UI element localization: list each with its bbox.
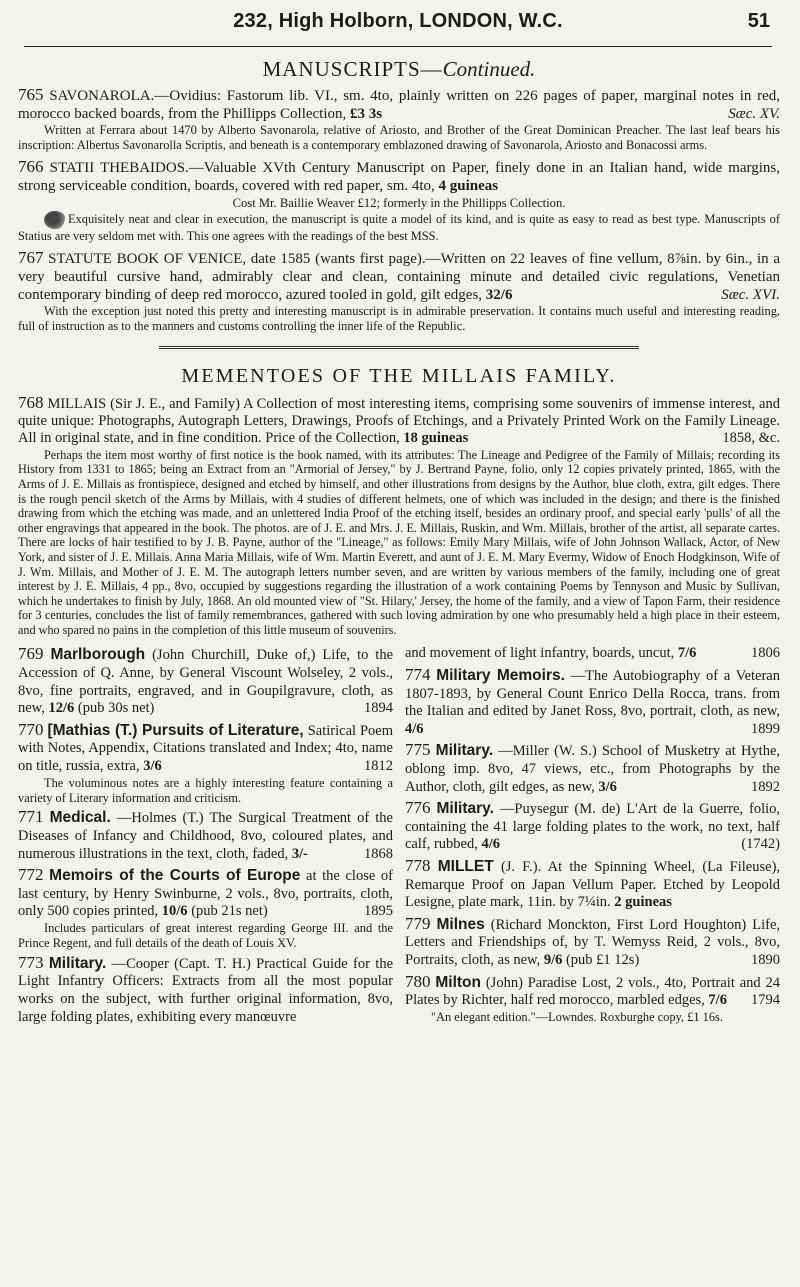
- lot-price: 4 guineas: [438, 177, 499, 194]
- lot-price: 4/6: [405, 720, 424, 737]
- page-title: 232, High Holborn, LONDON, W.C.: [233, 10, 563, 32]
- lot-price: 12/6: [48, 700, 75, 717]
- lot-price: 9/6: [543, 951, 563, 968]
- page-number: 51: [747, 10, 770, 32]
- lot-heading: [18, 645, 393, 717]
- lot-description: (Richard Monckton, First Lord Houghton) Life, Letters and Friendships of, by T. Wemyss Reid, 2 vols., 8vo, Portraits, cloth, as new,: [405, 916, 781, 968]
- lot-heading: [18, 866, 393, 921]
- lot-heading: [405, 741, 780, 796]
- lot-description: SAVONAROLA.—Ovidius: Fastorum lib. VI., sm. 4to, plainly written on 226 pages of paper, marginal notes in red, morocco backed boards, from the Phillipps Collection,: [18, 88, 780, 122]
- lot-date: 1812: [364, 758, 393, 775]
- lot-description: (J. F.). At the Spinning Wheel, (La Fileuse), Remarque Proof on Japan Vellum Paper. Etched by Leopold Lesigne, plate mark, 11in. by 7¼in.: [405, 859, 781, 911]
- lot-note: "An elegant edition."—Lowndes. Roxburghe copy, £1 16s.: [431, 1009, 723, 1024]
- lot-description: —Miller (W. S.) School of Musketry at Hythe, oblong imp. 8vo, 47 views, etc., from Photographs by the Author, cloth, gilt edges, as new,: [405, 743, 780, 795]
- lot-heading: [405, 645, 780, 663]
- lot-price: 7/6: [677, 645, 697, 662]
- lot-heading: [18, 86, 780, 123]
- lot-heading: [405, 799, 780, 854]
- lot-number: 766: [18, 156, 44, 176]
- lot-771: [18, 808, 393, 863]
- lot-heading: [18, 954, 393, 1026]
- lot-description: —Holmes (T.) The Surgical Treatment of the Diseases of Infancy and Childhood, 8vo, coloured plates, and numerous illustrations in the text, cloth, faded,: [18, 810, 393, 862]
- lot-778: [405, 857, 780, 912]
- lot-767: [18, 249, 780, 334]
- lot-date: Sæc. XVI.: [721, 286, 780, 303]
- lot-title: Marlborough: [50, 646, 146, 664]
- lot-number: 772: [18, 865, 44, 885]
- lot-price: 3/6: [143, 758, 162, 775]
- lot-title: Milnes: [436, 915, 485, 933]
- lot-number: 778: [405, 856, 431, 875]
- lot-number: 775: [405, 740, 431, 760]
- lot-title: [Mathias (T.) Pursuits of Literature,: [47, 721, 304, 739]
- lot-number: 769: [18, 644, 44, 664]
- section-title-manuscripts: [18, 57, 780, 82]
- lot-title: Milton: [435, 973, 481, 991]
- lot-780: [405, 973, 780, 1025]
- lot-date: 1899: [751, 720, 780, 737]
- lot-title: Military.: [48, 954, 107, 972]
- lot-number: 771: [18, 807, 44, 827]
- lot-price: 7/6: [708, 992, 727, 1009]
- lot-number: 780: [405, 971, 431, 991]
- lot-date: 1892: [751, 778, 780, 795]
- lot-description: (John Churchill, Duke of,) Life, to the Accession of Q. Anne, by General Viscount Wolseley, 2 vols., 8vo, fine portraits, engraved, and in Goupilgravure, cloth, as new,: [18, 647, 394, 717]
- lot-description: STATUTE BOOK OF VENICE, date 1585 (wants first page).—Written on 22 leaves of fine vellum, 8⅞in. by 6in., in a very beautiful cursive hand, admirably clear and clean, containing minute and detailed civic regulations, Venetian contemporary binding of deep red morocco, azured tooled in gold, gilt edges,: [18, 250, 781, 303]
- lot-note: Perhaps the item most worthy of first notice is the book named, with its attributes: The Lineage and Pedigree of the Family of Millais; recording its History from 1331 to 1865; being an Extract from an "Armorial of Jersey," by J. Bertrand Payne, folio, only 12 copies privately printed, 1865, with the Arms of J. E. Millais as frontispiece, designed and etched by himself, and other illustrations from designs by the Author, blue cloth, extra, gilt edges. There is the rough pencil sketch of the Arms by Millais, with 4 studies of different helmets, one of which was included in the design; and there is the finished drawing from which the etching was made, and an unlettered India Proof of the etching itself, besides an ordinary proof, and special early 'pulls' of all the other engravings that appeared in the book. The photos. are of J. E. and Mrs. J. E. Millais, Ruskin, and Wm. Millais, brother of the artist, all separate cartes. There are locks of hair testified to by J. B. Payne, author of the "Lineage," as follows: Emily Mary Millais, wife of John Johnson Wallack, Actor, of New York, and sister of J. E. Millais. Anna Maria Millais, wife of Wm. Martin Everett, and aunt of J. E. M. Mary Evermy, Widow of Enoch Hodgkinson, Wife of J. Wm. Millais, and Mother of J. E. M. The autograph letters number seven, and are written by various members of the family, including one of great interest by J. E. Millais, 4 pp., 8vo, occupied by suggestions regarding the illustration of a work containing Poems by Tennyson and Music by Sullivan, which he undertakes to finish by July, 1868. An old mounted view of "St. Hilary,' Jersey, the home of the family, and a view of Tapon Farm, their residence for 3 centuries, concludes the list of family remembrances, gathered with such loving admiration by one who presumably held a high place in their esteem, and who spared no pains in the completion of this little museum of souvenirs.: [18, 447, 780, 637]
- lot-date: (1742): [741, 836, 780, 853]
- lot-price: 18 guineas: [403, 430, 469, 447]
- lot-publisher-price: (pub 21s net): [191, 903, 268, 920]
- lot-description: MILLAIS (Sir J. E., and Family) A Collection of most interesting items, comprising some souvenirs of immense interest, and quite unique: Photographs, Autograph Letters, Drawings, Proofs of Etchings, and a Privately Printed Work on the Family Lineage. All in original state, and in fine condition. Price of the Collection,: [18, 395, 780, 447]
- section-title-text: MANUSCRIPTS—: [262, 57, 443, 81]
- lot-774: [405, 666, 780, 738]
- lot-heading: [18, 249, 780, 304]
- lot-765: [18, 86, 780, 153]
- lot-773: [18, 954, 393, 1026]
- lot-date: 1895: [364, 903, 393, 920]
- lot-heading: [18, 394, 780, 448]
- lot-776: [405, 799, 780, 854]
- lot-date: Sæc. XV.: [728, 106, 780, 122]
- lot-773-continued: [405, 645, 780, 663]
- left-column: [18, 645, 393, 1026]
- lot-number: 773: [18, 952, 44, 972]
- lot-price: 3/6: [598, 778, 617, 795]
- lot-heading: [405, 666, 780, 738]
- lot-note: [18, 211, 780, 244]
- lot-price: £3 3s: [350, 106, 383, 122]
- lot-768: [18, 394, 780, 638]
- lot-heading: [405, 973, 780, 1010]
- lot-note-text: Exquisitely neat and clear in execution, the manuscript is quite a model of its kind, and is quite as easy to read as best type. Manuscripts of Statius are very seldom met with. This one agrees with the readings of the best MSS.: [18, 211, 780, 243]
- lot-publisher-price: (pub 30s net): [77, 700, 155, 717]
- lot-description: Satirical Poem with Notes, Appendix, Citations translated and Index; 4to, name on title, russia, extra,: [18, 722, 394, 775]
- lot-title: Military.: [435, 742, 494, 760]
- lot-price: 4/6: [481, 836, 501, 853]
- lot-description: and movement of light infantry, boards, uncut,: [405, 645, 675, 662]
- lot-price: 10/6: [161, 903, 188, 920]
- lot-note: With the exception just noted this pretty and interesting manuscript is in admirable preservation. It contains much useful and interesting reading, full of instruction as to the manners and customs controlling the inner life of the Republic.: [18, 303, 780, 333]
- ornament-icon: [44, 211, 66, 229]
- section-divider: [159, 346, 639, 351]
- lot-number: 774: [405, 665, 431, 685]
- section-title-mementoes: MEMENTOES OF THE MILLAIS FAMILY.: [181, 364, 617, 387]
- lot-number: 776: [405, 798, 431, 818]
- lot-price: 32/6: [485, 286, 513, 303]
- lot-number: 765: [18, 85, 44, 104]
- lot-description: (John) Paradise Lost, 2 vols., 4to, Portrait and 24 Plates by Richter, half red morocco, marbled edges,: [405, 974, 780, 1009]
- lot-775: [405, 741, 780, 796]
- lot-price: 2 guineas: [614, 894, 672, 911]
- lot-heading: [18, 808, 393, 863]
- lot-number: 770: [18, 719, 44, 739]
- lot-note: The voluminous notes are a highly interesting feature containing a variety of Literary information and criticism.: [18, 775, 393, 805]
- lot-title: MILLET: [437, 858, 494, 875]
- lot-description: —The Autobiography of a Veteran 1807-1893, by General Count Enrico Della Rocca, trans. from the Italian and edited by Janet Ross, 8vo, portrait, cloth, as new,: [405, 668, 780, 720]
- lot-number: 767: [18, 247, 44, 267]
- lot-date: 1894: [364, 700, 393, 717]
- lot-description: —Puysegur (M. de) L'Art de la Guerre, folio, containing the 41 large folding plates to the work, no text, half calf, rubbed,: [405, 801, 781, 853]
- lot-description: —Cooper (Capt. T. H.) Practical Guide for the Light Infantry Officers: Extracts from all the most popular works on the subject, with further original information, 8vo, large folding plates, exhibiting every manœuvre: [18, 955, 394, 1025]
- lot-779: [405, 915, 780, 970]
- lot-772: [18, 866, 393, 951]
- lot-number: 779: [405, 913, 431, 933]
- lot-heading: [18, 158, 780, 195]
- lot-770: [18, 721, 393, 806]
- lot-date: 1868: [364, 845, 393, 862]
- lot-title: Military.: [436, 800, 494, 818]
- lot-title: Military Memoirs.: [436, 667, 565, 685]
- lot-description: STATII THEBAIDOS.—Valuable XVth Century Manuscript on Paper, finely done in an Italian hand, wide margins, strong serviceable condition, boards, covered with red paper, sm. 4to,: [18, 159, 781, 194]
- two-column-listing: [18, 645, 780, 1026]
- right-column: [405, 645, 780, 1026]
- running-head: [24, 0, 772, 47]
- lot-date: 1806: [751, 645, 780, 662]
- lot-publisher-price: (pub £1 12s): [565, 951, 640, 968]
- lot-number: 768: [18, 392, 44, 412]
- lot-note: Written at Ferrara about 1470 by Alberto Savonarola, relative of Ariosto, and Brother of the Great Dominican Preacher. The last leaf bears his inscription: Albertus Savonarolla Scriptis, and beneath is a contemporary emblazoned drawing of Savonarola, Ariosto and Bonacossi arms.: [18, 123, 780, 152]
- lot-title: Memoirs of the Courts of Europe: [49, 867, 301, 885]
- lot-date: 1794: [751, 992, 780, 1009]
- section-continued: Continued.: [442, 57, 536, 81]
- lot-766: [18, 158, 780, 244]
- lot-price: 3/-: [291, 845, 308, 862]
- lot-date: 1890: [751, 951, 780, 968]
- lot-heading: [405, 915, 780, 970]
- lot-heading: [405, 857, 780, 912]
- lot-heading: [18, 721, 393, 776]
- lot-769: [18, 645, 393, 717]
- lot-title: Medical.: [49, 809, 111, 827]
- lot-description: at the close of last century, by Henry Swinburne, 2 vols., 8vo, portraits, cloth, only 500 copies printed,: [18, 868, 394, 920]
- lot-date: 1858, &c.: [722, 430, 780, 447]
- lot-provenance: Cost Mr. Baillie Weaver £12; formerly in the Phillipps Collection.: [232, 195, 566, 210]
- lot-note: Includes particulars of great interest regarding George III. and the Prince Regent, and full details of the death of Louis XV.: [18, 921, 393, 950]
